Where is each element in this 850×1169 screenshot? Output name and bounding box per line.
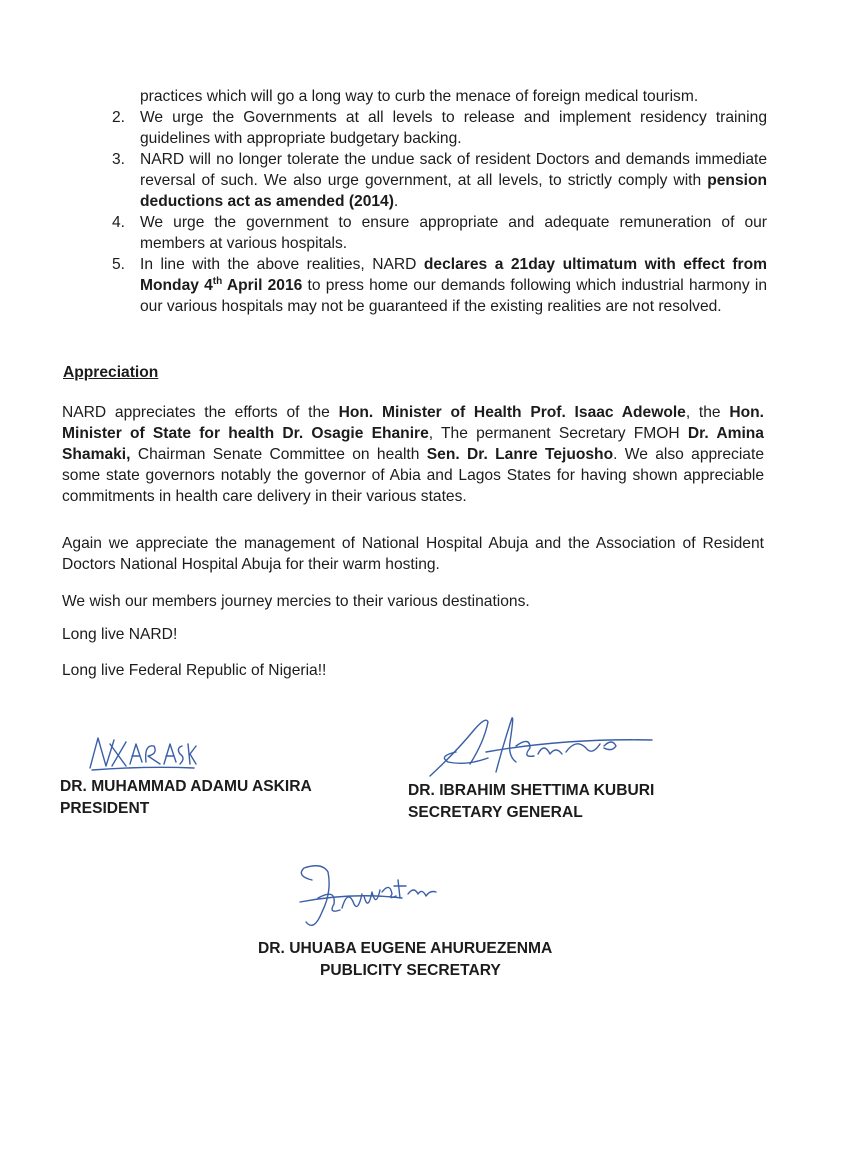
list-item-1-continuation: practices which will go a long way to curb the menace of foreign medical tourism. [140, 88, 699, 105]
ordinal-suffix: th [212, 275, 223, 287]
signatory-name: DR. UHUABA EUGENE AHURUEZENMA [258, 940, 553, 957]
list-item-text: We urge the Governments at all levels to release and implement residency training guidelines with appropriate budgetary backing. [140, 109, 767, 147]
list-item-text: In line with the above realities, NARD [140, 256, 424, 273]
list-item-2 [112, 107, 767, 149]
demands-list [112, 86, 767, 317]
signatory-president [60, 776, 312, 820]
list-number: 3. [112, 151, 126, 168]
signatory-secretary-general [408, 780, 654, 824]
signatory-title: PRESIDENT [60, 800, 150, 817]
list-number: 2. [112, 109, 126, 126]
list-item-bold-text: April 2016 [222, 277, 303, 294]
list-item-3 [112, 149, 767, 212]
signatory-publicity-secretary [258, 938, 552, 982]
list-item-5 [112, 254, 767, 317]
appreciation-heading: Appreciation [63, 364, 159, 381]
handwritten-signature-icon [86, 732, 198, 774]
handwritten-signature-icon [426, 712, 656, 780]
list-item-4 [112, 212, 767, 254]
signatory-title: PUBLICITY SECRETARY [320, 962, 501, 979]
signatory-title: SECRETARY GENERAL [408, 804, 583, 821]
list-item-text: . [393, 193, 399, 210]
appreciation-paragraph: NARD appreciates the efforts of the Hon. Minister of Health Prof. Isaac Adewole, the Hon. Minister of State for health Dr. Osagie Ehanire, The permanent Secretary FMOH Dr. Amina Shamaki, Chairman Senate Committee on health Sen. Dr. Lanre Tejuosho. We also appreciate some state governors notably the governor of Abia and Lagos States for having shown appreciable commitments in health care delivery in their various states. [62, 404, 764, 505]
signatory-name: DR. IBRAHIM SHETTIMA KUBURI [408, 782, 655, 799]
list-item-text: NARD will no longer tolerate the undue sack of resident Doctors and demands immediate reversal of such. We also urge government, at all levels, to strictly comply with [140, 151, 767, 189]
signatory-name: DR. MUHAMMAD ADAMU ASKIRA [60, 778, 312, 795]
journey-paragraph: We wish our members journey mercies to their various destinations. [62, 593, 530, 610]
list-item-text: We urge the government to ensure appropriate and adequate remuneration of our members at various hospitals. [140, 214, 767, 252]
list-item-bold-text: declares a 21day ultimatum with effect from Monday 4 [140, 256, 767, 294]
long-live-nigeria: Long live Federal Republic of Nigeria!! [62, 662, 327, 679]
list-number: 5. [112, 256, 126, 273]
handwritten-signature-icon [292, 852, 442, 938]
list-item-text: to press home our demands following which industrial harmony in our various hospitals may not be guaranteed if the existing realities are not resolved. [140, 277, 767, 315]
list-item-bold-text: pension deductions act as amended (2014) [140, 172, 767, 210]
list-number: 4. [112, 214, 126, 231]
long-live-nard: Long live NARD! [62, 626, 178, 643]
hosting-paragraph: Again we appreciate the management of National Hospital Abuja and the Association of Resident Doctors National Hospital Abuja for their warm hosting. [62, 535, 764, 573]
